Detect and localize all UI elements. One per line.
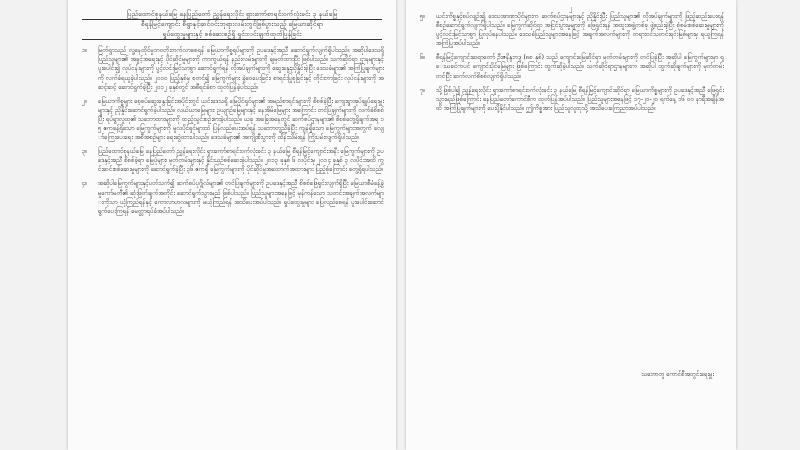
document-page-right [406,0,736,450]
paragraph-text: အဆိုပါမြေကွက်များနှင့်ပတ်သက်၍ ဆက်စပ်ပုဂ္ဂိုလ်များ၏ တင်ပြချက်များကို ဥပဒေနှင့်အညီ စိစစ်ဖြေရှင်းလျက်ရှိပြီး မြေယာစီမံခန့်ခွဲမှုကော်မတီ၏ ဆုံးဖြတ်ချက်အတိုင်း ဆောင်ရွက်သွားမည် ဖြစ်ပါသည်။ ပြည်သူများအနေဖြင့် မှန်ကန်သော သတင်းအချက်အလက်များကိုသာ ယုံကြည်ရန်နှင့် ကောလာဟလများကို မယုံကြည်ရန် အသိပေးအပ်ပါသည်။ ရှုပ်ထွေးမှုများ ပြေလည်စေရန် ပူးပေါင်းဆောင်ရွက်ပေးကြရန် မေတ္တာရပ်ခံအပ်ပါသည်။ [98,180,384,215]
heading-line: စီရန်မြင့်ကျောင်း စီရွာနှင့်ဆင်ဝင်းဘုရားလမ်းတွင်ဖြစ်ပွားသည့် မြေယာဆိုင်ရာ [140,20,324,29]
paragraph-number: ၃။ [82,148,88,156]
paragraph-number: ၂။ [82,97,87,105]
paragraph-number: ၁။ [82,47,88,55]
paragraph-text: သို့ဖြစ်ပါ၍ ညွှန်ရေးလိုင်း ရှားကော်စာရင်းဝက်လုံးခင်း ၃ နယ်မြေ စီရန်မြင့်ကျောင်းဆိုင်ရာ မြေယာကိစ္စများကို ဥပဒေနှင့်အညီ ဖြေရှင်းသွားမည်ဖြစ်ကြောင်း နေပြည်တော်ကောင်စီက ထုတ်ပြန်အပ်ပါသည်။ ပြည်သူများအနေဖြင့် ၁၇-၂၀-၂၀ ရက်နေ့ ၁၆ ၀၀ နာရီအချိန်အထိ အကြံပြုချက်များကို ပေးပို့နိုင်ပါသည်။ ဤကိစ္စအား ပြည်သူလူထုသို့ အသိပေးကြေညာအပ်ပါသည်။ [436,86,724,112]
heading-line: ပြည်ထောင်စုနယ်မြေ နေပြည်တော် ညွှန်ရေးလိုင်း ရှားကော်စာရင်းဝက်လုံးခင်း ၃ နယ်မြေ [82,10,382,20]
paragraph [420,53,724,80]
paragraph [82,147,384,174]
heading-line: ရှုပ်ထွေးမှုများနှင့် စစ်ဆေးစဉ်ရှိ ရှင်းလင်းချက်ထုတ်ပြန်ခြင်း [82,30,382,40]
paragraph [420,86,724,113]
paragraph [82,46,384,91]
paragraph-text: စီရန်မြင့်ကျောင်းဆရာတော် ဦးဇနိန္ဒဘဒ္ဒ (၈၈ နှစ်) သည် ကျောင်းမြေဆိုင်ရာ မှတ်တမ်းများကို တင်ပြခဲ့ပြီး အဆိုပါ မြေကွက်များမှာ ရှေးယခင်ကပင် ကျောင်းပိုင်မြေများ ဖြစ်ကြောင်း ထွက်ဆိုခဲ့ပါသည်။ သက်ဆိုင်ရာဌာနများက အဆိုပါ ထွက်ဆိုချက်များကို မှတ်တမ်းတင်ပြီး ဆက်လက်စိစစ်လျက်ရှိပါသည်။ [436,54,724,80]
paragraph-number: ၄။ [82,180,88,188]
paragraph-text: မြတ်ရွာသည် လူ့နေထိုင်မှုဘဝတိုးတက်လာစေရန် မြေယာကိစ္စရပ်များကို ဥပဒေနှင့်အညီ ဆောင်ရွက်လျက်ရှိပါသည်။ အဆိုပါဒေသရှိ ပြည်သူများ၏ အခွင့်အရေးနှင့် ပိုင်ဆိုင်မှုများကို ကာကွယ်ရန် နည်းလမ်းများကို ချမှတ်ထားပြီး ဖြစ်ပါသည်။ သက်ဆိုင်ရာ ဌာနများနှင့် ပူးပေါင်း၍ လုပ်ငန်းများကို ပွင့်လင်းမြင်သာစွာ ဆောင်ရွက်ရန် လိုအပ်ချက်များကို ဆွေးနွေးညှိနှိုင်းခဲ့ပြီး ဒေသခံများ၏ အကြံပြုချက်များကို လက်ခံရယူခဲ့ပါသည်။ ၂၀၁၀ ပြည့်နှစ်မှ စတင်၍ မြေကွက်များ ခွဲဝေပေးခြင်း၊ စာရင်းပြုစုခြင်းနှင့် တိုင်းတာခြင်း လုပ်ငန်းများကို အဆင့်ဆင့် ဆောင်ရွက်ခဲ့ပြီး ၂၀၁၂ ခုနှစ်တွင် အစီရင်ခံစာ ထုတ်ပြန်ခဲ့ပါသည်။ [98,47,384,91]
paragraph [82,97,384,142]
paragraph [420,12,724,48]
document-page-left [68,0,396,450]
paragraph [82,179,384,215]
page-number: ၂ [569,5,573,12]
paragraph-text: ပြည်ထောင်စုနယ်မြေ နေပြည်တော် ညွှန်ရေးလိုင်း ရှားကော်စာရင်းဝက်လုံးခင်း ၃ နယ်မြေ စီရန်မြင့်ကျောင်းအနီး မြေကွက်များကို ဥပဒေနှင့်အညီ စိစစ်ခဲ့ရာ မြေပုံများ၊ မှတ်တမ်းများနှင့် နှိုင်းယှဉ်စစ်ဆေးခဲ့ပါသည်။ ၂၀၁၃ ခုနှစ် ၆ လပိုင်းမှ ၂၀၁၄ ခုနှစ် ၃ လပိုင်းအထိ ကွင်းဆင်းစစ်ဆေးမှုများကို ဆောင်ရွက်ခဲ့ပြီး ၃၆ ဧကရှိ မြေကွက်များကို ပိုင်ဆိုင်မှုအထောက်အထားများ ပြည့်စုံကြောင်း တွေ့ရှိရပါသည်။ [98,148,384,174]
paragraph-number: ၅။ [420,13,426,20]
document-heading [82,10,382,40]
paragraph-number: ၇။ [420,86,426,94]
signature-line: သဘောတူ ကောင်စီအတွင်းရေးမှူး [641,371,714,378]
paragraph-text: မြေယာကိစ္စများ စေ့စပ်ဆွေးနွေးခြင်းအပိုင်းတွင် ယင်းဒေသရှိ မြေပိုင်ရှင်များ၏ အမည်စာရင်းများကို စိစစ်ခဲ့ပြီး ကျေးရွာအုပ်ချုပ်ရေးမှူးများနှင့် ညှိနှိုင်းဆောင်ရွက်ခဲ့ပါသည်။ လယ်ယာမြေများ၊ ဥယျာဉ်မြေများနှင့် နေအိမ်မြေများ အကြောင်း တင်ပြချက်များကို လက်ခံစိစစ်ပြီး ရပ်ရွာလူထု၏ သဘောထားများကို ထည့်သွင်းစဉ်းစားခဲ့ပါသည်။ ယခု အခြေအနေတွင် ဆက်စပ်ဌာနများ၏ စိစစ်တွေ့ရှိချက်အရ ၁၅ ဧကခန့်ရှိသော မြေကွက်များကို မူလပိုင်ရှင်များထံ ပြန်လည်ပေးအပ်ရန် သဘောတူညီခဲ့ပြီး ကျန်ရှိသော မြေကွက်များအတွက် လျော်ကြေးပေးရေး အစီအစဉ်များ ရေးဆွဲထားပါသည်။ ဒေသခံများ၏ အကျိုးစီးပွားကို ထိန်းသိမ်းရန် ကြိုးပမ်းလျက်ရှိပါသည်။ [98,97,384,142]
paragraph-number: ၆။ [420,54,426,62]
paragraph-text: ယင်းကိစ္စနှင့်စပ်လျဉ်း၍ ဒေသအာဏာပိုင်များက ဆက်စပ်ဌာနများနှင့် ညှိနှိုင်းပြီး ပြည်သူများ၏ လိုအပ်ချက်များကို ဖြည့်ဆည်းပေးရန် စီစဉ်ဆောင်ရွက်လျက်ရှိပါသည်။ မြေကွက်ဆိုင်ရာ အငြင်းပွားမှုများကို ဖြေရှင်းရန် အထူးအဖွဲ့တစ်ခု ဖွဲ့စည်းခဲ့ပြီး စုံစမ်းစစ်ဆေးမှုများကို ပွင့်လင်းမြင်သာစွာ ပြုလုပ်နေပါသည်။ ဒေသခံပြည်သူများအနေဖြင့် အချက်အလက်များကို တရားဝင်သတင်းရင်းမြစ်များမှ ရယူကြရန် အကြံပြုအပ်ပါသည်။ [436,13,724,48]
